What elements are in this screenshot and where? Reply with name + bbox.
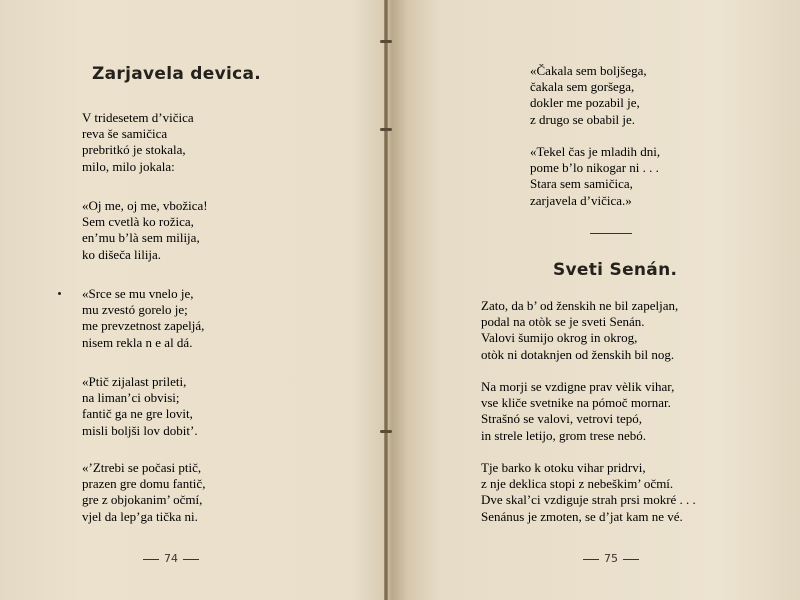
verse-line: misli boljši lov dobit’. (82, 422, 198, 438)
verse-line: milo, milo jokala: (82, 158, 175, 174)
stanza (481, 379, 674, 444)
verse-line: ko dišeča lilija. (82, 246, 162, 262)
verse-line: Zato, da b’ od ženskih ne bil zapeljan, (481, 298, 679, 313)
verse-line: vjel da lep’ga tička ni. (82, 508, 198, 524)
verse-line: V tridesetem d’vičica (82, 110, 194, 125)
verse-line: gre z objokanim’ očmí, (82, 492, 203, 508)
page-number-left (138, 552, 204, 565)
poem-title-sveti-senan: Sveti Senán. (553, 260, 678, 280)
binding-stitch (380, 430, 392, 433)
stanza (530, 144, 660, 209)
verse-line: Senánus je zmoten, se d’jat kam ne vé. (481, 508, 683, 524)
ink-speck (58, 292, 61, 295)
verse-line: en’mu b’là sem milija, (82, 230, 200, 246)
verse-line: Dve skal’ci vzdiguje strah prsi mokré . . . (481, 492, 696, 508)
verse-line: dokler me pozabil je, (530, 95, 640, 111)
page-number-dash (143, 559, 159, 560)
verse-line: čakala sem goršega, (530, 79, 635, 95)
binding-stitch (380, 128, 392, 131)
stanza (82, 286, 204, 351)
verse-line: prebritkó je stokala, (82, 142, 186, 158)
page-number-value: 75 (604, 552, 618, 565)
book-spine (384, 0, 388, 600)
stanza (82, 460, 205, 525)
stanza (82, 374, 198, 439)
verse-line: fantič ga ne gre lovit, (82, 406, 193, 422)
page-number-value: 74 (164, 552, 178, 565)
verse-line: reva še samičica (82, 126, 168, 142)
stanza (530, 63, 647, 128)
verse-line: mu zvestó gorelo je; (82, 302, 188, 318)
verse-line: podal na otòk se je sveti Senán. (481, 314, 645, 330)
binding-stitch (380, 40, 392, 43)
verse-line: na liman’ci obvisi; (82, 390, 180, 406)
verse-line: vse kliče svetnike na pómoč mornar. (481, 395, 671, 411)
stanza (481, 298, 678, 363)
poem-title-zarjavela-devica: Zarjavela devica. (92, 64, 262, 84)
page-number-dash (583, 559, 599, 560)
page-number-right (578, 552, 644, 565)
verse-line: Valovi šumijo okrog in okrog, (481, 330, 638, 346)
verse-line: in strele letijo, grom trese nebó. (481, 427, 646, 443)
verse-line: Stara sem samičica, (530, 176, 633, 192)
verse-line: z drugo se obabil je. (530, 111, 636, 127)
verse-line: «Srce se mu vnelo je, (82, 286, 194, 301)
verse-line: prazen gre domu fantič, (82, 476, 206, 492)
stanza (82, 198, 208, 263)
verse-line: z nje deklica stopi z nebeškim’ očmí. (481, 476, 674, 492)
verse-line: «Tekel čas je mladih dni, (530, 144, 661, 159)
verse-line: me prevzetnost zapeljá, (82, 318, 205, 334)
verse-line: Strašnó se valovi, vetrovi tepó, (481, 411, 643, 427)
verse-line: «’Ztrebi se počasi ptič, (82, 460, 202, 475)
verse-line: Na morji se vzdigne prav vèlik vihar, (481, 379, 675, 394)
page-number-dash (623, 559, 639, 560)
verse-line: pome b’lo nikogar ni . . . (530, 160, 659, 176)
section-divider (590, 233, 632, 234)
verse-line: «Čakala sem boljšega, (530, 63, 647, 78)
verse-line: «Oj me, oj me, vbožica! (82, 198, 208, 213)
verse-line: otòk ni dotaknjen od ženskih bil nog. (481, 346, 675, 362)
stanza (82, 110, 194, 175)
verse-line: nisem rekla n e al dá. (82, 334, 193, 350)
verse-line: Sem cvetlà ko rožica, (82, 214, 194, 230)
verse-line: «Ptič zijalast prileti, (82, 374, 187, 389)
page-number-dash (183, 559, 199, 560)
stanza (481, 460, 696, 525)
verse-line: Tje barko k otoku vihar pridrvi, (481, 460, 646, 475)
verse-line: zarjavela d’vičica.» (530, 192, 632, 208)
